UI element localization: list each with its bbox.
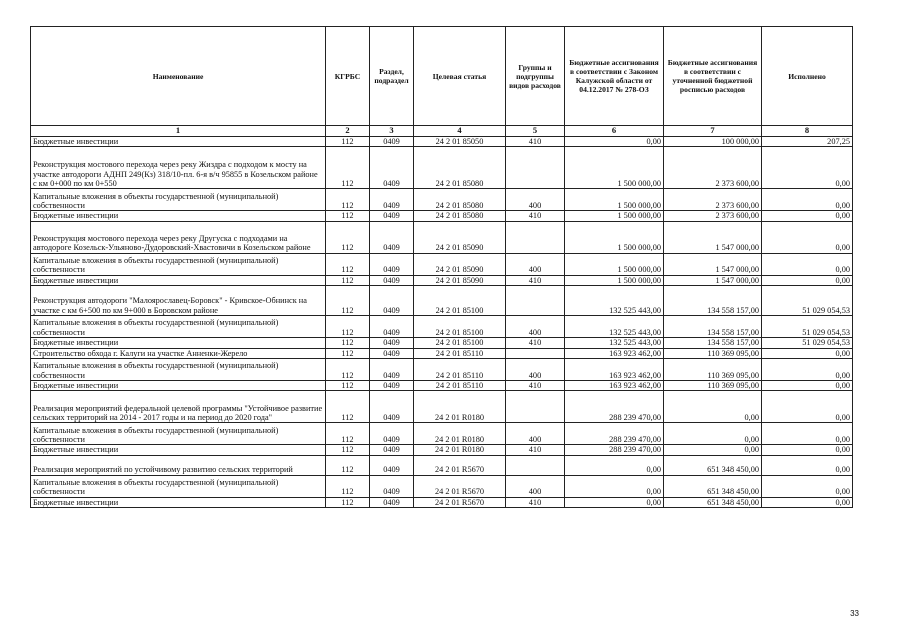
cell-expense-group xyxy=(506,286,565,316)
cell-target-item: 24 2 01 R0180 xyxy=(414,423,506,445)
cell-kgrbs: 112 xyxy=(326,423,370,445)
cell-executed: 0,00 xyxy=(762,348,853,358)
table-row xyxy=(31,338,853,348)
cell-kgrbs: 112 xyxy=(326,359,370,381)
table-row xyxy=(31,455,853,475)
cell-kgrbs: 112 xyxy=(326,253,370,275)
header-law-allocations: Бюджетные ассигнования в соответствии с Законом Калужской области от 04.12.2017 № 278-ОЗ xyxy=(565,27,664,126)
cell-law-allocation: 163 923 462,00 xyxy=(565,359,664,381)
cell-section: 0409 xyxy=(370,391,414,423)
cell-law-allocation: 163 923 462,00 xyxy=(565,381,664,391)
cell-expense-group xyxy=(506,147,565,189)
cell-kgrbs: 112 xyxy=(326,275,370,285)
col-number: 2 xyxy=(326,126,370,137)
cell-section: 0409 xyxy=(370,455,414,475)
cell-law-allocation: 1 500 000,00 xyxy=(565,211,664,221)
cell-expense-group: 400 xyxy=(506,359,565,381)
cell-name: Реализация мероприятий федеральной целевой программы "Устойчивое развитие сельских территорий на 2014 - 2017 годы и на период до 2020 года" xyxy=(31,391,326,423)
cell-kgrbs: 112 xyxy=(326,147,370,189)
cell-executed: 0,00 xyxy=(762,475,853,497)
cell-revised-allocation: 2 373 600,00 xyxy=(664,211,762,221)
table-row xyxy=(31,445,853,455)
header-section: Раздел, подраздел xyxy=(370,27,414,126)
cell-name: Бюджетные инвестиции xyxy=(31,338,326,348)
cell-section: 0409 xyxy=(370,445,414,455)
cell-expense-group: 410 xyxy=(506,211,565,221)
cell-section: 0409 xyxy=(370,253,414,275)
cell-executed: 0,00 xyxy=(762,455,853,475)
cell-law-allocation: 0,00 xyxy=(565,497,664,507)
cell-section: 0409 xyxy=(370,275,414,285)
header-revised-allocations: Бюджетные ассигнования в соответствии с уточненной бюджетной росписью расходов xyxy=(664,27,762,126)
col-number: 4 xyxy=(414,126,506,137)
cell-law-allocation: 0,00 xyxy=(565,137,664,147)
cell-executed: 0,00 xyxy=(762,445,853,455)
cell-section: 0409 xyxy=(370,316,414,338)
table-row xyxy=(31,286,853,316)
cell-executed: 0,00 xyxy=(762,275,853,285)
cell-executed: 0,00 xyxy=(762,359,853,381)
cell-executed: 207,25 xyxy=(762,137,853,147)
page-number: 33 xyxy=(850,609,859,618)
cell-executed: 51 029 054,53 xyxy=(762,316,853,338)
cell-revised-allocation: 100 000,00 xyxy=(664,137,762,147)
cell-law-allocation: 132 525 443,00 xyxy=(565,338,664,348)
cell-law-allocation: 1 500 000,00 xyxy=(565,221,664,253)
cell-section: 0409 xyxy=(370,221,414,253)
cell-law-allocation: 288 239 470,00 xyxy=(565,445,664,455)
cell-kgrbs: 112 xyxy=(326,455,370,475)
cell-section: 0409 xyxy=(370,137,414,147)
cell-revised-allocation: 1 547 000,00 xyxy=(664,221,762,253)
cell-section: 0409 xyxy=(370,189,414,211)
table-row xyxy=(31,147,853,189)
header-expense-groups: Группы и подгруппы видов расходов xyxy=(506,27,565,126)
cell-expense-group xyxy=(506,348,565,358)
document-sheet xyxy=(30,26,852,508)
col-number: 7 xyxy=(664,126,762,137)
cell-revised-allocation: 651 348 450,00 xyxy=(664,455,762,475)
cell-expense-group xyxy=(506,221,565,253)
cell-target-item: 24 2 01 85110 xyxy=(414,359,506,381)
cell-expense-group: 400 xyxy=(506,189,565,211)
cell-expense-group: 400 xyxy=(506,475,565,497)
cell-name: Капитальные вложения в объекты государственной (муниципальной) собственности xyxy=(31,189,326,211)
cell-executed: 0,00 xyxy=(762,253,853,275)
cell-section: 0409 xyxy=(370,359,414,381)
cell-kgrbs: 112 xyxy=(326,445,370,455)
cell-executed: 0,00 xyxy=(762,189,853,211)
cell-kgrbs: 112 xyxy=(326,189,370,211)
cell-law-allocation: 1 500 000,00 xyxy=(565,189,664,211)
cell-law-allocation: 1 500 000,00 xyxy=(565,253,664,275)
cell-target-item: 24 2 01 85080 xyxy=(414,189,506,211)
cell-executed: 51 029 054,53 xyxy=(762,286,853,316)
cell-target-item: 24 2 01 85090 xyxy=(414,275,506,285)
table-row xyxy=(31,475,853,497)
cell-law-allocation: 288 239 470,00 xyxy=(565,423,664,445)
cell-revised-allocation: 651 348 450,00 xyxy=(664,497,762,507)
cell-revised-allocation: 110 369 095,00 xyxy=(664,381,762,391)
cell-law-allocation: 1 500 000,00 xyxy=(565,275,664,285)
cell-executed: 0,00 xyxy=(762,497,853,507)
cell-revised-allocation: 1 547 000,00 xyxy=(664,253,762,275)
cell-executed: 0,00 xyxy=(762,381,853,391)
table-row xyxy=(31,275,853,285)
cell-name: Бюджетные инвестиции xyxy=(31,137,326,147)
cell-section: 0409 xyxy=(370,338,414,348)
cell-name: Капитальные вложения в объекты государственной (муниципальной) собственности xyxy=(31,475,326,497)
cell-expense-group: 410 xyxy=(506,338,565,348)
cell-target-item: 24 2 01 85100 xyxy=(414,316,506,338)
cell-expense-group: 410 xyxy=(506,497,565,507)
cell-expense-group: 400 xyxy=(506,423,565,445)
cell-expense-group: 400 xyxy=(506,253,565,275)
cell-law-allocation: 288 239 470,00 xyxy=(565,391,664,423)
table-row xyxy=(31,348,853,358)
header-row xyxy=(31,27,853,126)
table-row xyxy=(31,211,853,221)
table-row xyxy=(31,381,853,391)
cell-law-allocation: 132 525 443,00 xyxy=(565,316,664,338)
cell-revised-allocation: 0,00 xyxy=(664,391,762,423)
table-row xyxy=(31,423,853,445)
cell-kgrbs: 112 xyxy=(326,348,370,358)
cell-revised-allocation: 0,00 xyxy=(664,445,762,455)
cell-name: Капитальные вложения в объекты государственной (муниципальной) собственности xyxy=(31,316,326,338)
cell-target-item: 24 2 01 R5670 xyxy=(414,455,506,475)
cell-expense-group: 410 xyxy=(506,445,565,455)
col-number: 1 xyxy=(31,126,326,137)
cell-executed: 0,00 xyxy=(762,391,853,423)
table-row xyxy=(31,253,853,275)
cell-expense-group: 400 xyxy=(506,316,565,338)
column-number-row xyxy=(31,126,853,137)
cell-target-item: 24 2 01 85100 xyxy=(414,286,506,316)
cell-target-item: 24 2 01 R0180 xyxy=(414,391,506,423)
cell-kgrbs: 112 xyxy=(326,338,370,348)
cell-target-item: 24 2 01 85100 xyxy=(414,338,506,348)
cell-revised-allocation: 651 348 450,00 xyxy=(664,475,762,497)
cell-name: Реконструкция мостового перехода через реку Другуска с подходами на автодороге Козельск-Ульяново-Дудоровский-Хвастовичи в Козельском районе xyxy=(31,221,326,253)
cell-section: 0409 xyxy=(370,211,414,221)
table-row xyxy=(31,359,853,381)
cell-kgrbs: 112 xyxy=(326,497,370,507)
cell-target-item: 24 2 01 85110 xyxy=(414,348,506,358)
col-number: 6 xyxy=(565,126,664,137)
cell-law-allocation: 0,00 xyxy=(565,455,664,475)
cell-target-item: 24 2 01 85050 xyxy=(414,137,506,147)
cell-executed: 0,00 xyxy=(762,423,853,445)
cell-name: Бюджетные инвестиции xyxy=(31,497,326,507)
cell-section: 0409 xyxy=(370,286,414,316)
table-body xyxy=(31,137,853,508)
cell-revised-allocation: 134 558 157,00 xyxy=(664,286,762,316)
cell-name: Капитальные вложения в объекты государственной (муниципальной) собственности xyxy=(31,423,326,445)
cell-target-item: 24 2 01 R5670 xyxy=(414,475,506,497)
cell-kgrbs: 112 xyxy=(326,475,370,497)
cell-law-allocation: 0,00 xyxy=(565,475,664,497)
cell-section: 0409 xyxy=(370,348,414,358)
table-row xyxy=(31,391,853,423)
table-row xyxy=(31,316,853,338)
cell-executed: 51 029 054,53 xyxy=(762,338,853,348)
header-name: Наименование xyxy=(31,27,326,126)
cell-expense-group: 410 xyxy=(506,381,565,391)
cell-kgrbs: 112 xyxy=(326,137,370,147)
cell-name: Реконструкция мостового перехода через реку Жиздра с подходом к мосту на участке автодороги АДНП 249(Кз) 318/10-пл. 6-я в/ч 95855 в Козельском районе с км 0+000 по км 0+550 xyxy=(31,147,326,189)
cell-law-allocation: 132 525 443,00 xyxy=(565,286,664,316)
header-executed: Исполнено xyxy=(762,27,853,126)
cell-target-item: 24 2 01 85090 xyxy=(414,221,506,253)
cell-revised-allocation: 134 558 157,00 xyxy=(664,316,762,338)
cell-name: Капитальные вложения в объекты государственной (муниципальной) собственности xyxy=(31,359,326,381)
col-number: 3 xyxy=(370,126,414,137)
table-row xyxy=(31,137,853,147)
cell-executed: 0,00 xyxy=(762,211,853,221)
cell-section: 0409 xyxy=(370,147,414,189)
table-row xyxy=(31,221,853,253)
col-number: 8 xyxy=(762,126,853,137)
cell-kgrbs: 112 xyxy=(326,316,370,338)
cell-revised-allocation: 1 547 000,00 xyxy=(664,275,762,285)
cell-expense-group xyxy=(506,391,565,423)
header-kgrbs: КГРБС xyxy=(326,27,370,126)
cell-section: 0409 xyxy=(370,475,414,497)
cell-kgrbs: 112 xyxy=(326,221,370,253)
cell-revised-allocation: 110 369 095,00 xyxy=(664,348,762,358)
cell-name: Реконструкция автодороги "Малоярославец-Боровск" - Кривское-Обнинск на участке с км 6+500 по км 9+000 в Боровском районе xyxy=(31,286,326,316)
cell-section: 0409 xyxy=(370,497,414,507)
cell-executed: 0,00 xyxy=(762,221,853,253)
cell-section: 0409 xyxy=(370,423,414,445)
cell-target-item: 24 2 01 85080 xyxy=(414,211,506,221)
cell-law-allocation: 163 923 462,00 xyxy=(565,348,664,358)
col-number: 5 xyxy=(506,126,565,137)
cell-kgrbs: 112 xyxy=(326,381,370,391)
cell-name: Бюджетные инвестиции xyxy=(31,381,326,391)
cell-name: Бюджетные инвестиции xyxy=(31,275,326,285)
cell-kgrbs: 112 xyxy=(326,391,370,423)
cell-revised-allocation: 2 373 600,00 xyxy=(664,189,762,211)
cell-name: Реализация мероприятий по устойчивому развитию сельских территорий xyxy=(31,455,326,475)
cell-expense-group: 410 xyxy=(506,137,565,147)
cell-expense-group: 410 xyxy=(506,275,565,285)
cell-name: Бюджетные инвестиции xyxy=(31,445,326,455)
cell-name: Капитальные вложения в объекты государственной (муниципальной) собственности xyxy=(31,253,326,275)
cell-law-allocation: 1 500 000,00 xyxy=(565,147,664,189)
cell-expense-group xyxy=(506,455,565,475)
cell-executed: 0,00 xyxy=(762,147,853,189)
cell-section: 0409 xyxy=(370,381,414,391)
cell-target-item: 24 2 01 R5670 xyxy=(414,497,506,507)
cell-target-item: 24 2 01 85080 xyxy=(414,147,506,189)
cell-kgrbs: 112 xyxy=(326,286,370,316)
cell-revised-allocation: 110 369 095,00 xyxy=(664,359,762,381)
budget-table xyxy=(30,26,853,508)
cell-revised-allocation: 134 558 157,00 xyxy=(664,338,762,348)
cell-target-item: 24 2 01 R0180 xyxy=(414,445,506,455)
cell-target-item: 24 2 01 85090 xyxy=(414,253,506,275)
cell-revised-allocation: 2 373 600,00 xyxy=(664,147,762,189)
cell-name: Бюджетные инвестиции xyxy=(31,211,326,221)
cell-kgrbs: 112 xyxy=(326,211,370,221)
table-row xyxy=(31,497,853,507)
table-row xyxy=(31,189,853,211)
cell-revised-allocation: 0,00 xyxy=(664,423,762,445)
cell-target-item: 24 2 01 85110 xyxy=(414,381,506,391)
header-target-item: Целевая статья xyxy=(414,27,506,126)
cell-name: Строительство обхода г. Калуги на участке Анненки-Жерело xyxy=(31,348,326,358)
